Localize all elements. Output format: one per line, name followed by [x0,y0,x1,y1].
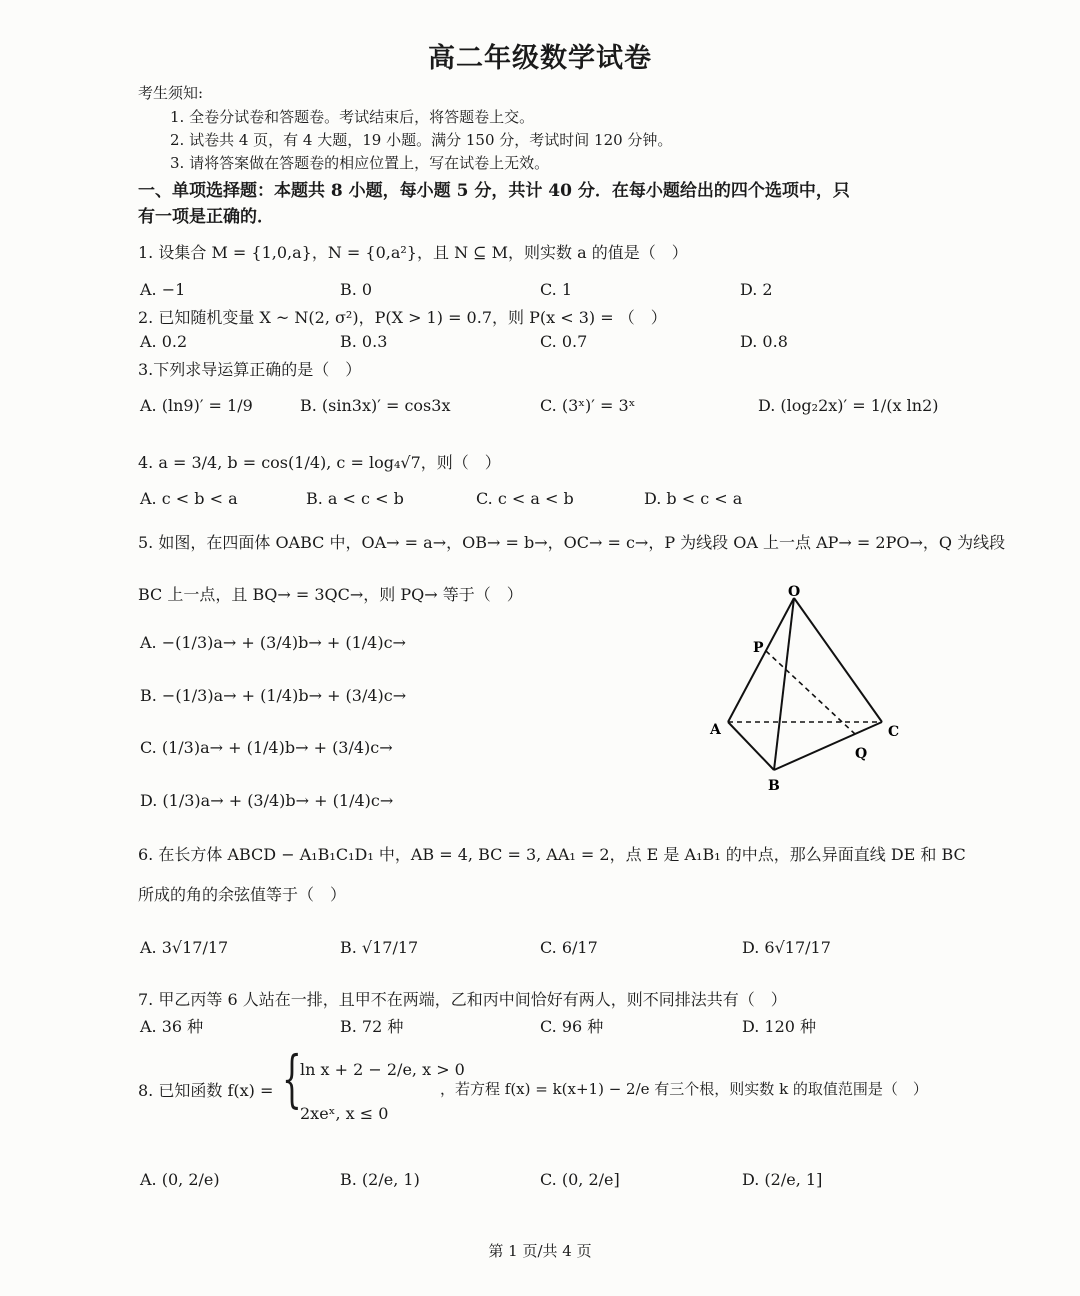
question-6-option-a: A. 3√17/17 [140,938,229,957]
question-5-option-a: A. −(1/3)a→ + (3/4)b→ + (1/4)c→ [140,633,406,652]
question-6-option-d: D. 6√17/17 [742,938,831,957]
question-4-option-a: A. c < b < a [140,489,238,508]
page-footer: 第 1 页/共 4 页 [488,1242,592,1260]
edge-ab [728,722,774,770]
label-a: A [710,722,721,738]
question-5-option-c: C. (1/3)a→ + (1/4)b→ + (3/4)c→ [140,738,393,757]
edge-ob [774,598,794,770]
question-8-case-1: ln x + 2 − 2/e, x > 0 [300,1060,465,1079]
tetrahedron-figure [700,580,920,800]
question-7-stem: 7. 甲乙丙等 6 人站在一排，且甲不在两端，乙和丙中间恰好有两人，则不同排法共有（ ） [138,990,787,1009]
question-5-stem-cont: BC 上一点，且 BQ→ = 3QC→，则 PQ→ 等于（ ） [138,585,523,604]
question-1-option-a: A. −1 [140,280,186,299]
question-5-option-b: B. −(1/3)a→ + (1/4)b→ + (3/4)c→ [140,686,407,705]
question-8-stem-prefix: 8. 已知函数 f(x) = [138,1081,274,1100]
label-q: Q [855,746,868,762]
question-7-option-d: D. 120 种 [742,1017,817,1036]
question-2-option-c: C. 0.7 [540,332,588,351]
question-8-case-2: 2xeˣ, x ≤ 0 [300,1104,389,1123]
question-2-stem: 2. 已知随机变量 X ~ N(2, σ²)，P(X > 1) = 0.7，则 P(x < 3) = （ ） [138,308,667,327]
piecewise-brace: { [282,1042,302,1115]
question-1-option-c: C. 1 [540,280,573,299]
question-2-option-b: B. 0.3 [340,332,388,351]
question-7-option-c: C. 96 种 [540,1017,604,1036]
edge-oc [794,598,882,722]
question-8-option-a: A. (0, 2/e) [140,1170,220,1189]
question-6-stem: 6. 在长方体 ABCD − A₁B₁C₁D₁ 中，AB = 4, BC = 3, AA₁ = 2，点 E 是 A₁B₁ 的中点，那么异面直线 DE 和 BC [138,845,966,864]
question-8-option-d: D. (2/e, 1] [742,1170,823,1189]
question-5-option-d: D. (1/3)a→ + (3/4)b→ + (1/4)c→ [140,791,394,810]
question-6-option-c: C. 6/17 [540,938,598,957]
notice-item: 2. 试卷共 4 页，有 4 大题，19 小题。满分 150 分，考试时间 120 分钟。 [170,131,673,149]
question-4-option-b: B. a < c < b [306,489,404,508]
question-6-option-b: B. √17/17 [340,938,419,957]
edge-oa [728,598,794,722]
question-2-option-a: A. 0.2 [140,332,188,351]
label-p: P [753,640,764,656]
question-6-stem-cont: 所成的角的余弦值等于（ ） [138,885,347,904]
notice-item: 1. 全卷分试卷和答题卷。考试结束后，将答题卷上交。 [170,108,535,126]
question-3-option-a: A. (ln9)′ = 1/9 [140,396,253,415]
page-title: 高二年级数学试卷 [428,43,652,74]
question-1-option-b: B. 0 [340,280,373,299]
question-3-option-c: C. (3ˣ)′ = 3ˣ [540,396,636,415]
question-8-option-b: B. (2/e, 1) [340,1170,420,1189]
question-3-option-d: D. (log₂2x)′ = 1/(x ln2) [758,396,939,415]
question-7-option-b: B. 72 种 [340,1017,404,1036]
notice-item: 3. 请将答案做在答题卷的相应位置上，写在试卷上无效。 [170,154,550,172]
notice-heading: 考生须知: [138,84,204,102]
question-4-stem: 4. a = 3/4, b = cos(1/4), c = log₄√7，则（ ） [138,453,501,472]
question-7-option-a: A. 36 种 [140,1017,204,1036]
label-o: O [788,584,801,600]
label-b: B [768,778,780,794]
section-heading: 一、单项选择题：本题共 8 小题，每小题 5 分，共计 40 分．在每小题给出的四个选项中，只 [138,181,850,201]
label-c: C [888,724,900,740]
question-1-option-d: D. 2 [740,280,773,299]
question-4-option-d: D. b < c < a [644,489,743,508]
question-3-stem: 3.下列求导运算正确的是（ ） [138,360,362,379]
section-heading-cont: 有一项是正确的． [138,207,274,227]
question-4-option-c: C. c < a < b [476,489,574,508]
question-8-option-c: C. (0, 2/e] [540,1170,620,1189]
question-2-option-d: D. 0.8 [740,332,788,351]
question-1-stem: 1. 设集合 M = {1,0,a}，N = {0,a²}，且 N ⊆ M，则实数 a 的值是（ ） [138,243,688,262]
question-8-stem-suffix: ，若方程 f(x) = k(x+1) − 2/e 有三个根，则实数 k 的取值范围是（ ） [440,1080,928,1098]
question-5-stem: 5. 如图，在四面体 OABC 中，OA→ = a→，OB→ = b→，OC→ = c→，P 为线段 OA 上一点 AP→ = 2PO→，Q 为线段 [138,533,1006,552]
question-3-option-b: B. (sin3x)′ = cos3x [300,396,451,415]
